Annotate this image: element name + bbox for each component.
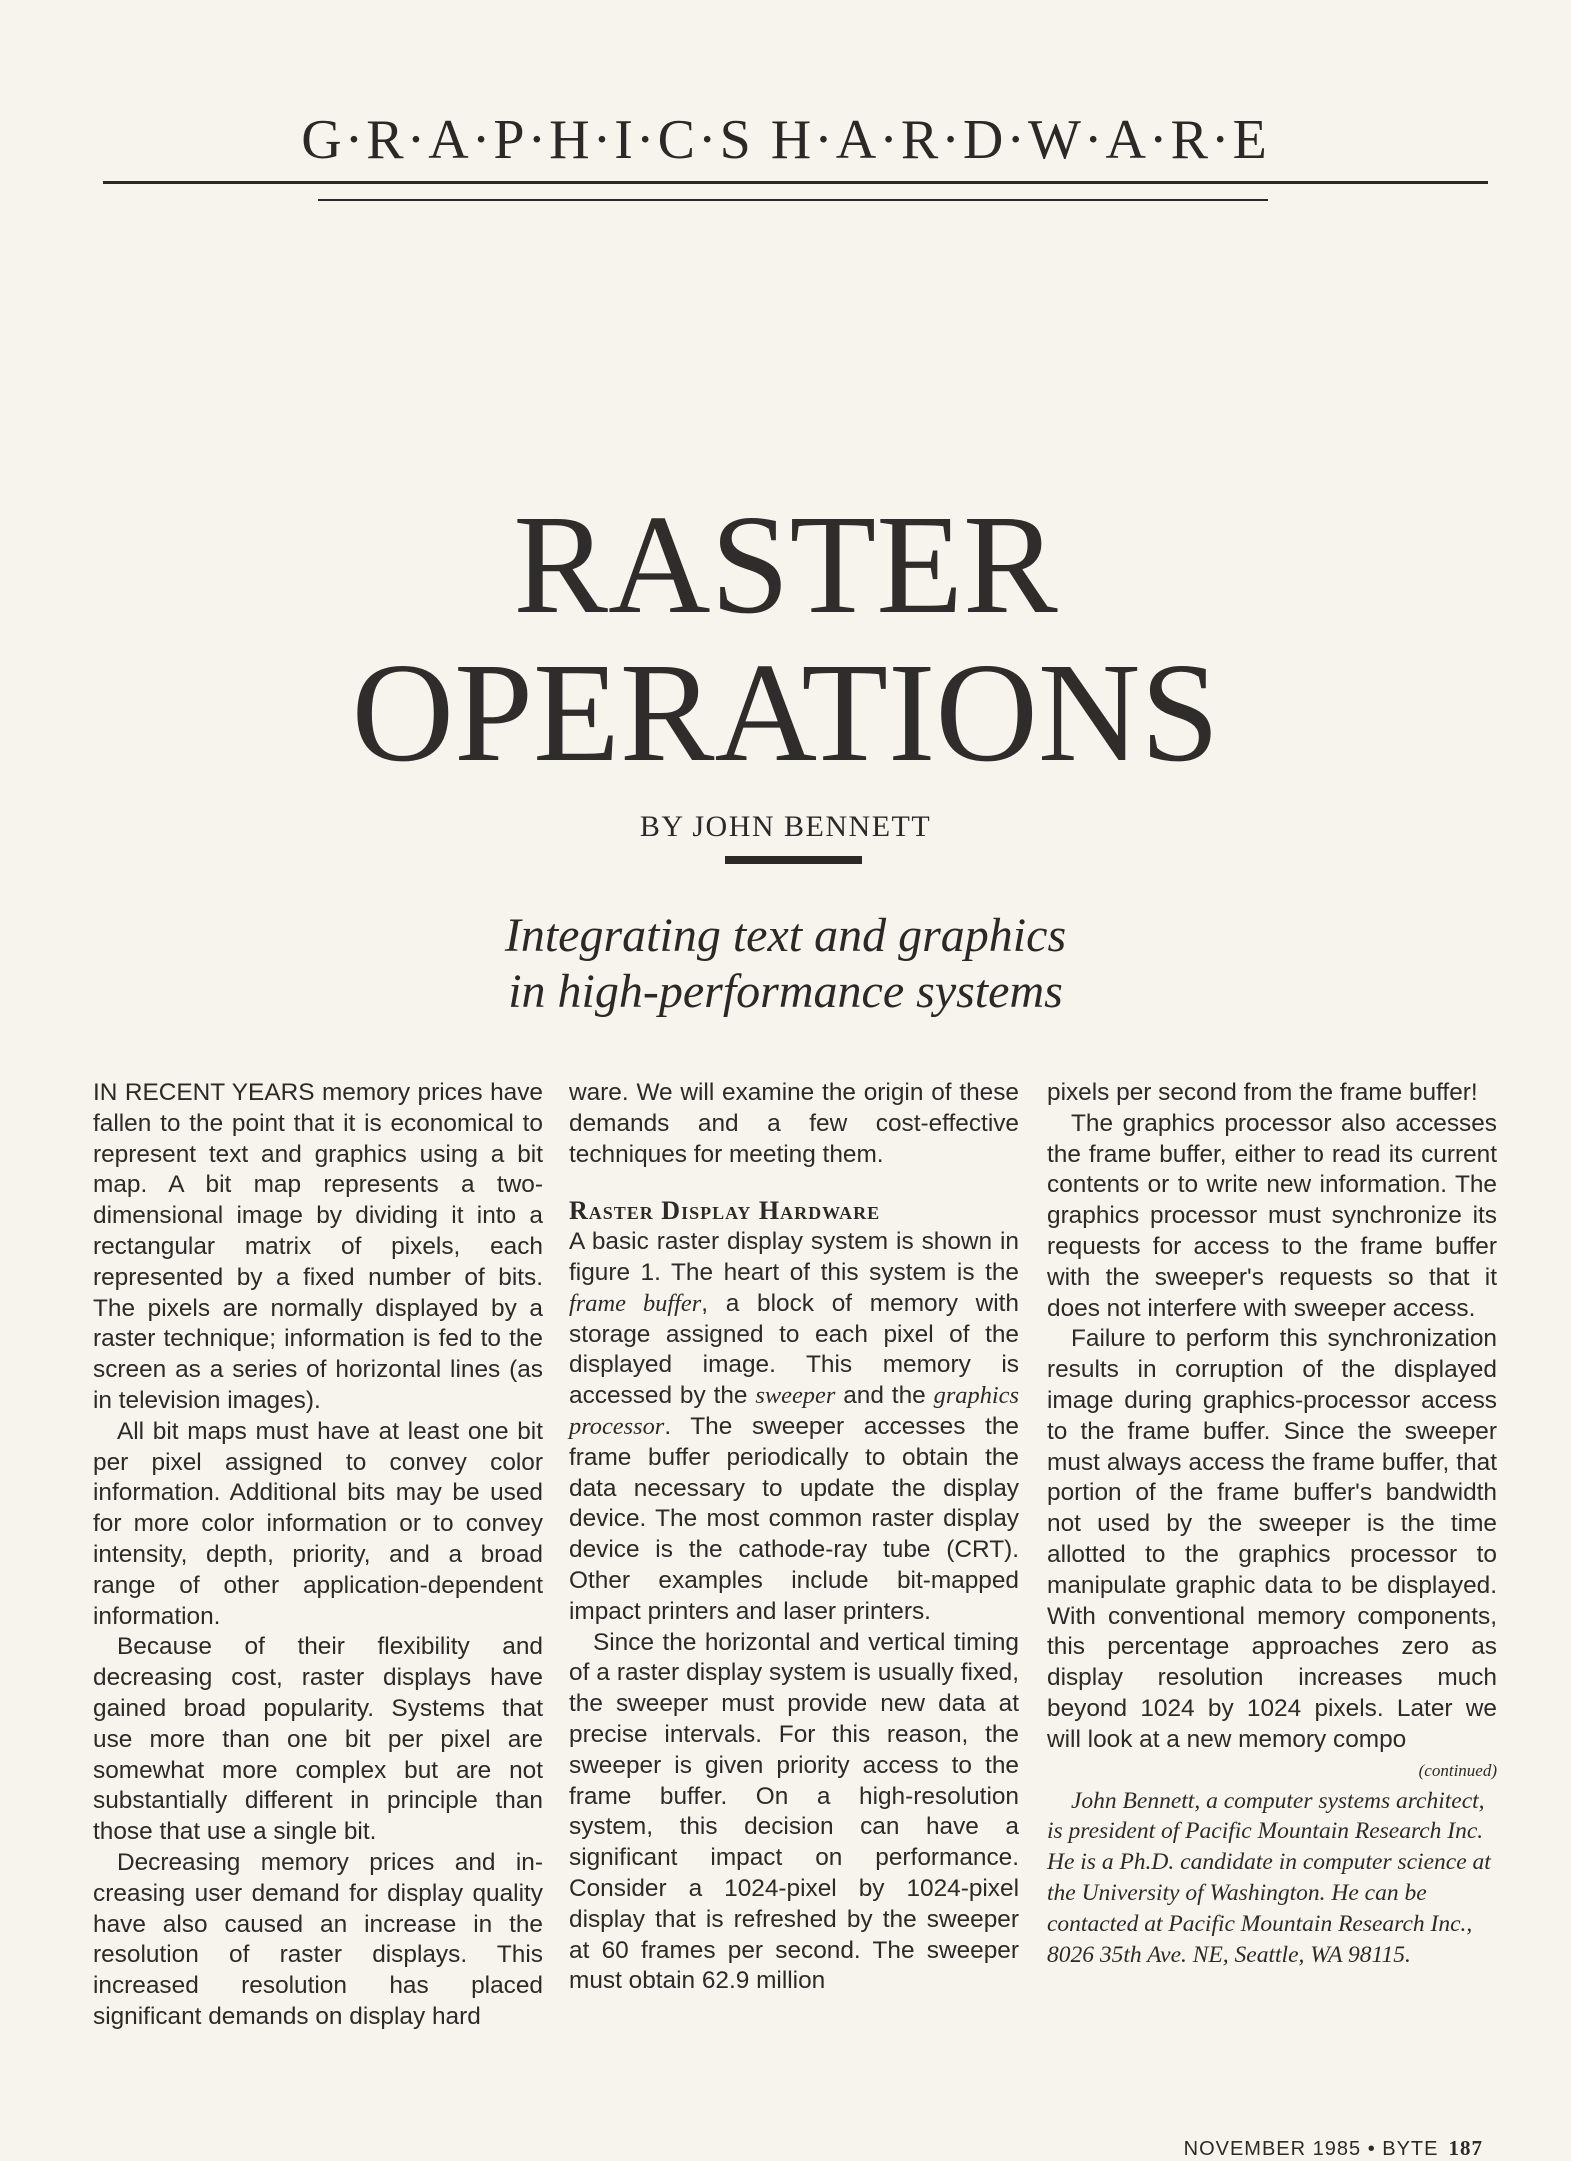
term-sweeper: sweeper (755, 1382, 836, 1410)
paragraph (569, 1227, 1019, 1627)
paragraph: Because of their flexibility and decreasing cost, raster displays have gained broad popularity. Systems that use more than one bit per pixel are somewhat more complex but are not substantially different in principle than those that use a single bit. (93, 1633, 543, 1846)
subtitle-line-1: Integrating text and graphics (504, 909, 1067, 962)
page-number: 187 (1448, 2136, 1483, 2160)
column-2 (569, 1078, 1019, 1997)
paragraph: ware. We will examine the origin of these demands and a few cost-effective techniques for meeting them. (569, 1079, 1019, 1168)
byline-bar (725, 856, 862, 864)
paragraph: The graphics processor also accesses the frame buffer, either to read its current contents or to write new information. The graphics processor must synchronize its requests for access to the frame buffer with the sweeper's requests so that it does not interfere with sweeper access. (1047, 1109, 1497, 1322)
paragraph: Decreasing memory prices and increasing user demand for display quality have also caused an increase in the resolution of raster displays. This increased resolution has placed significant demands on display hard (93, 1848, 543, 2030)
section-title: G·R·A·P·H·I·C·S H·A·R·D·W·A·R·E (301, 109, 1270, 171)
paragraph: All bit maps must have at least one bit per pixel assigned to convey color information. Additional bits may be used for more color information or to convey intensity, depth, priority, and a broad range of other application-dependent information. (93, 1417, 543, 1630)
article-headline (0, 485, 1571, 791)
paragraph: Failure to perform this synchronization results in corruption of the displayed image during graphics-processor access to the frame buffer. Since the sweeper must always access the frame buffer, that portion of the frame buffer's bandwidth not used by the sweeper is the time allotted to the graphics processor to manipulate graphic data to be displayed. With conventional memory components, this percentage approaches zero as display resolution increases much beyond 1024 by 1024 pixels. Later we will look at a new memory compo (1047, 1325, 1497, 1753)
term-graphics-processor: graphics processor (569, 1382, 1019, 1440)
subtitle-line-2: in high-performance systems (508, 965, 1063, 1018)
headline-line-1: RASTER (513, 485, 1058, 643)
page-footer (1184, 2136, 1483, 2161)
headline-line-2: OPERATIONS (351, 633, 1220, 791)
paragraph: IN RECENT YEARS memory prices have fallen to the point that it is economical to represent text and graphics using a bit map. A bit map represents a two-dimensional image by dividing it into a rectangular matrix of pixels, each represented by a fixed number of bits. The pixels are normally displayed by a raster technique; information is fed to the screen as a series of horizontal lines (as in television images). (93, 1079, 543, 1414)
continued-note: (continued) (1418, 1760, 1497, 1780)
header-rule-thin (318, 199, 1268, 201)
text-run: . The sweeper accesses the frame buffer periodically to obtain the data necessary to update the display device. The most common raster display device is the cathode-ray tube (CRT). Other examples include bit-mapped impact printers and laser printers. (569, 1412, 1019, 1625)
article-subtitle (0, 908, 1571, 1020)
author-bio: John Bennett, a computer systems architect, is president of Pacific Mountain Research Inc. He is a Ph.D. candidate in computer science at the University of Washington. He can be contacted at Pacific Mountain Research Inc., 8026 35th Ave. NE, Seattle, WA 98115. (1047, 1787, 1491, 1968)
issue-label: NOVEMBER 1985 • BYTE (1183, 2138, 1439, 2160)
column-3 (1047, 1078, 1497, 1970)
text-run: , a block of memory with storage assigned to each pixel of the displayed image. This memory is accessed by the (569, 1289, 1020, 1410)
text-run: and the (835, 1382, 934, 1410)
text-run: A basic raster display system is shown in figure 1. The heart of this system is the (569, 1228, 1019, 1286)
header-rule-thick (103, 181, 1488, 184)
term-frame-buffer: frame buffer (569, 1289, 702, 1317)
subhead-raster-display-hardware: Raster Display Hardware (569, 1196, 881, 1226)
paragraph: Since the horizontal and vertical timing of a raster display system is usually fixed, the sweeper must provide new data at precise intervals. For this reason, the sweeper is given priority access to the frame buffer. On a high-resolution system, this decision can have a significant impact on performance. Consider a 1024-pixel by 1024-pixel display that is refreshed by the sweeper at 60 frames per second. The sweeper must obtain 62.9 million (569, 1628, 1019, 1995)
column-1 (93, 1078, 543, 2033)
byline: BY JOHN BENNETT (639, 810, 932, 843)
paragraph: pixels per second from the frame buffer! (1047, 1079, 1478, 1106)
